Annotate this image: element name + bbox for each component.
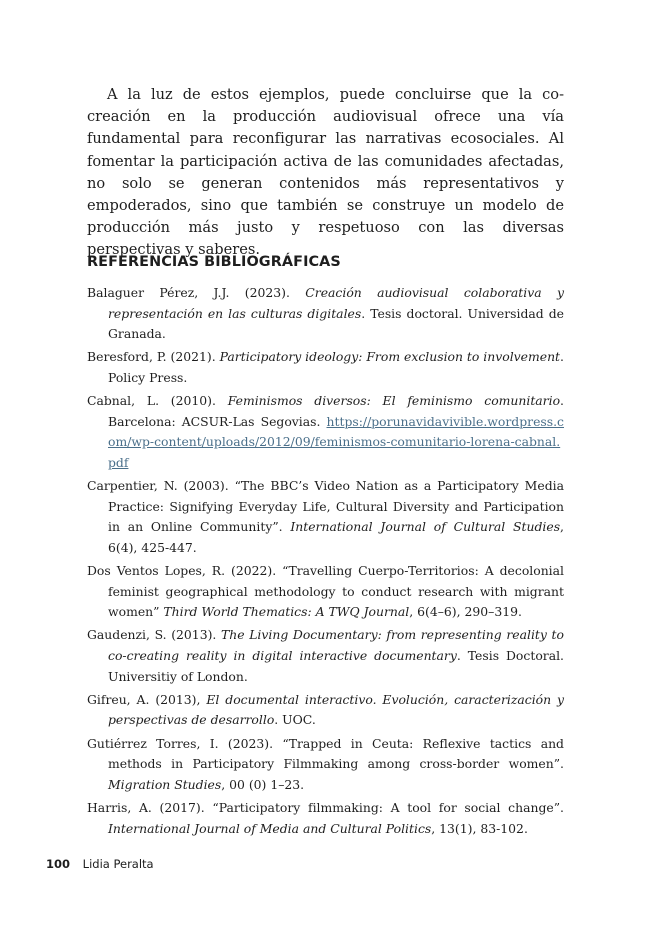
reference-title: Participatory ideology: From exclusion to involvement [219, 349, 561, 365]
reference-title: Feminismos diversos: El feminismo comunitario [227, 393, 561, 409]
reference-title: Migration Studies [108, 776, 222, 792]
page-footer [46, 857, 154, 871]
reference-item [87, 283, 564, 345]
reference-details: , 6(4), 425-447. [108, 519, 564, 555]
reference-text: Carpentier, N. (2003). “The BBC’s Video Nation as a Participatory Media Practice: Signifying Everyday Life, Cultural Diversity and Participation in an Online Community”. [87, 478, 564, 535]
reference-title: The Living Documentary: from representing reality to co-creating reality in digital interactive documentary [108, 627, 564, 664]
running-author: Lidia Peralta [82, 857, 154, 871]
reference-text: Gaudenzi, S. (2013). [87, 627, 221, 643]
reference-link[interactable]: https://porunavidavivible.wordpress.com/wp-content/uploads/2012/09/feminismos-comunitario-lorena-cabnal.pdf [108, 413, 564, 470]
reference-item [87, 690, 564, 731]
reference-details: , 6(4–6), 290–319. [409, 604, 522, 620]
reference-details: . Tesis doctoral. Universidad de Granada. [108, 305, 565, 342]
references-heading: REFERENCIAS BIBLIOGRÁFICAS [87, 254, 341, 270]
reference-details: . Barcelona: ACSUR-Las Segovias. [108, 393, 564, 429]
reference-details: . Policy Press. [108, 349, 564, 385]
reference-item [87, 476, 564, 558]
reference-item [87, 625, 564, 687]
reference-details: , 00 (0) 1–23. [221, 776, 305, 792]
page-number: 100 [46, 857, 71, 871]
reference-title: Third World Thematics: A TWQ Journal [163, 604, 410, 620]
reference-text: Gutiérrez Torres, I. (2023). “Trapped in Ceuta: Reflexive tactics and methods in Participatory Filmmaking among cross-border women”. [87, 735, 564, 772]
reference-item [87, 734, 564, 796]
reference-text: Beresford, P. (2021). [87, 349, 220, 365]
reference-item [87, 347, 564, 388]
references-list [87, 283, 564, 842]
reference-item [87, 798, 564, 839]
reference-text: Cabnal, L. (2010). [87, 393, 228, 409]
reference-details: . Tesis Doctoral. Universitiy of London. [108, 648, 564, 684]
reference-details: . UOC. [274, 712, 316, 728]
reference-title: Creación audiovisual colaborativa y representación en las culturas digitales [108, 285, 564, 321]
reference-details: , 13(1), 83-102. [431, 820, 528, 836]
reference-title: International Journal of Media and Cultural Politics [108, 820, 432, 836]
reference-title: International Journal of Cultural Studies [290, 519, 561, 535]
reference-text: Gifreu, A. (2013), [87, 691, 207, 707]
intro-paragraph: A la luz de estos ejemplos, puede concluirse que la co-creación en la producción audiovisual ofrece una vía fundamental para reconfigurar las narrativas ecosociales. Al fomentar la participación activa de las comunidades afectadas, no solo se generan contenidos más representativos y empoderados, sino que también se construye un modelo de producción más justo y respetuoso con las diversas perspectivas y saberes. [87, 86, 564, 259]
reference-text: Dos Ventos Lopes, R. (2022). “Travelling Cuerpo-Territorios: A decolonial feminist geographical methodology to conduct research with migrant women” [87, 563, 564, 620]
reference-item [87, 391, 564, 473]
reference-title: El documental interactivo. Evolución, caracterización y perspectivas de desarrollo [108, 691, 564, 728]
reference-item [87, 561, 564, 623]
reference-text: Harris, A. (2017). “Participatory filmmaking: A tool for social change”. [87, 800, 564, 815]
reference-text: Balaguer Pérez, J.J. (2023). [87, 285, 306, 300]
